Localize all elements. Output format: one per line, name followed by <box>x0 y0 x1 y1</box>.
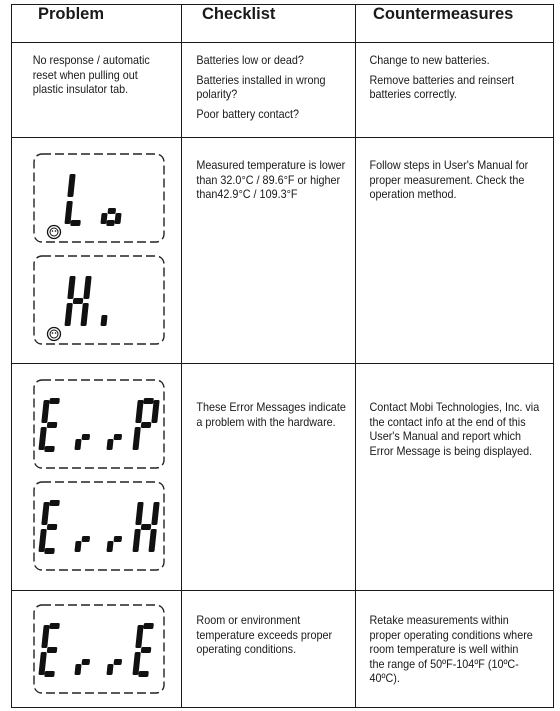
checklist-cell <box>182 138 356 364</box>
lcd-segment <box>73 298 84 304</box>
countermeasure-text <box>356 364 540 458</box>
lcd-display-lo <box>32 152 166 244</box>
lcd-segment <box>81 536 90 542</box>
text-line: temperature exceeds proper <box>196 627 333 642</box>
text-line: plastic insulator tab. <box>32 82 129 97</box>
header-countermeasures: Countermeasures <box>356 5 554 43</box>
countermeasure-cell <box>356 43 554 138</box>
text-line: 40ºC). <box>369 671 400 686</box>
table-row <box>12 43 554 138</box>
problem-cell <box>12 364 182 591</box>
lcd-panel <box>32 603 166 695</box>
checklist-cell <box>182 591 356 708</box>
table-row <box>12 364 554 591</box>
text-line: proper measurement. Check the <box>369 172 525 187</box>
lcd-segment <box>113 434 122 440</box>
text-line: batteries correctly. <box>369 87 457 102</box>
lcd-segment <box>44 446 55 452</box>
text-line: These Error Messages indicate <box>196 400 346 414</box>
lcd-segment <box>74 664 81 675</box>
table-row <box>12 138 554 364</box>
header-problem: Problem <box>12 5 182 43</box>
text-line: Batteries installed in wrong <box>196 72 326 87</box>
text-line: reset when pulling out <box>32 67 138 82</box>
checklist-cell <box>182 364 356 591</box>
lcd-segment <box>106 439 113 450</box>
text-line: Change to new batteries. <box>369 53 490 67</box>
text-line: No response / automatic <box>32 53 150 67</box>
text-line: Measured temperature is lower <box>196 158 346 172</box>
text-line: the contact info at the end of this <box>369 414 526 429</box>
checklist-cell <box>182 43 356 138</box>
text-line: User's Manual and report which <box>369 429 522 444</box>
lcd-display-hi <box>32 254 166 346</box>
text-line: Remove batteries and reinsert <box>369 72 515 87</box>
lcd-segment <box>113 536 122 542</box>
lcd-segment <box>141 524 152 530</box>
lcd-segment <box>49 500 60 506</box>
troubleshooting-table <box>11 4 554 708</box>
checklist-text <box>182 43 338 121</box>
lcd-segment <box>44 548 55 554</box>
lcd-segment <box>141 647 152 653</box>
header-row <box>12 5 554 43</box>
lcd-segment <box>106 664 113 675</box>
lcd-segment <box>143 398 154 404</box>
lcd-segment <box>106 220 115 226</box>
countermeasure-cell <box>356 364 554 591</box>
lcd-segment <box>47 524 58 530</box>
lcd-segment <box>49 398 60 404</box>
text-line: the range of 50ºF-104ºF (10ºC- <box>369 656 519 671</box>
lcd-panel <box>32 378 166 470</box>
lcd-frame <box>34 256 164 344</box>
lcd-segment <box>74 541 81 552</box>
lcd-segment <box>81 434 90 440</box>
text-line: Retake measurements within <box>369 613 509 627</box>
header-checklist: Checklist <box>182 5 356 43</box>
lcd-segment <box>49 623 60 629</box>
lcd-segment <box>47 422 58 428</box>
lcd-segment <box>100 315 107 326</box>
text-line: Contact Mobi Technologies, Inc. via <box>369 400 540 414</box>
lcd-segment <box>44 671 55 677</box>
lcd-segment <box>106 541 113 552</box>
text-line: operating conditions. <box>196 642 297 657</box>
lcd-segment <box>113 659 122 665</box>
table-row <box>12 591 554 708</box>
checklist-text <box>182 138 346 202</box>
text-line: a problem with the hardware. <box>196 414 336 429</box>
lcd-panel <box>32 152 166 244</box>
lcd-panel <box>32 254 166 346</box>
problem-cell <box>12 591 182 708</box>
lcd-glyph-i <box>100 315 107 326</box>
text-line: polarity? <box>196 87 238 102</box>
lcd-segment <box>143 623 154 629</box>
lcd-display-errh <box>32 480 166 572</box>
text-line: operation method. <box>369 187 457 202</box>
lcd-segment <box>114 213 121 224</box>
text-line: Follow steps in User's Manual for <box>369 158 529 172</box>
lcd-frame <box>34 154 164 242</box>
lcd-segment <box>107 208 116 214</box>
countermeasure-text <box>356 138 533 202</box>
lcd-segment <box>70 220 81 226</box>
text-line: room temperature is well within <box>369 642 519 657</box>
text-line: Error Message is being displayed. <box>369 443 533 458</box>
countermeasure-cell <box>356 591 554 708</box>
text-line: proper operating conditions where <box>369 627 533 642</box>
countermeasure-text <box>356 591 533 686</box>
lcd-segment <box>81 659 90 665</box>
text-line: Poor battery contact? <box>196 106 300 121</box>
checklist-text <box>182 364 346 429</box>
lcd-segment <box>100 213 107 224</box>
text-line: Room or environment <box>196 613 301 627</box>
text-line: Batteries low or dead? <box>196 53 304 67</box>
lcd-display-erre <box>32 603 166 695</box>
lcd-segment <box>74 439 81 450</box>
lcd-segment <box>141 422 152 428</box>
countermeasure-cell <box>356 138 554 364</box>
problem-cell <box>12 138 182 364</box>
lcd-segment <box>47 647 58 653</box>
countermeasure-text <box>356 43 533 102</box>
lcd-segment <box>138 671 149 677</box>
checklist-text <box>182 591 338 657</box>
text-line: than42.9°C / 109.3°F <box>196 187 298 202</box>
lcd-panel <box>32 480 166 572</box>
text-line: than 32.0°C / 89.6°F or higher <box>196 172 341 187</box>
lcd-display-errp <box>32 378 166 470</box>
problem-text <box>12 43 164 97</box>
problem-cell <box>12 43 182 138</box>
